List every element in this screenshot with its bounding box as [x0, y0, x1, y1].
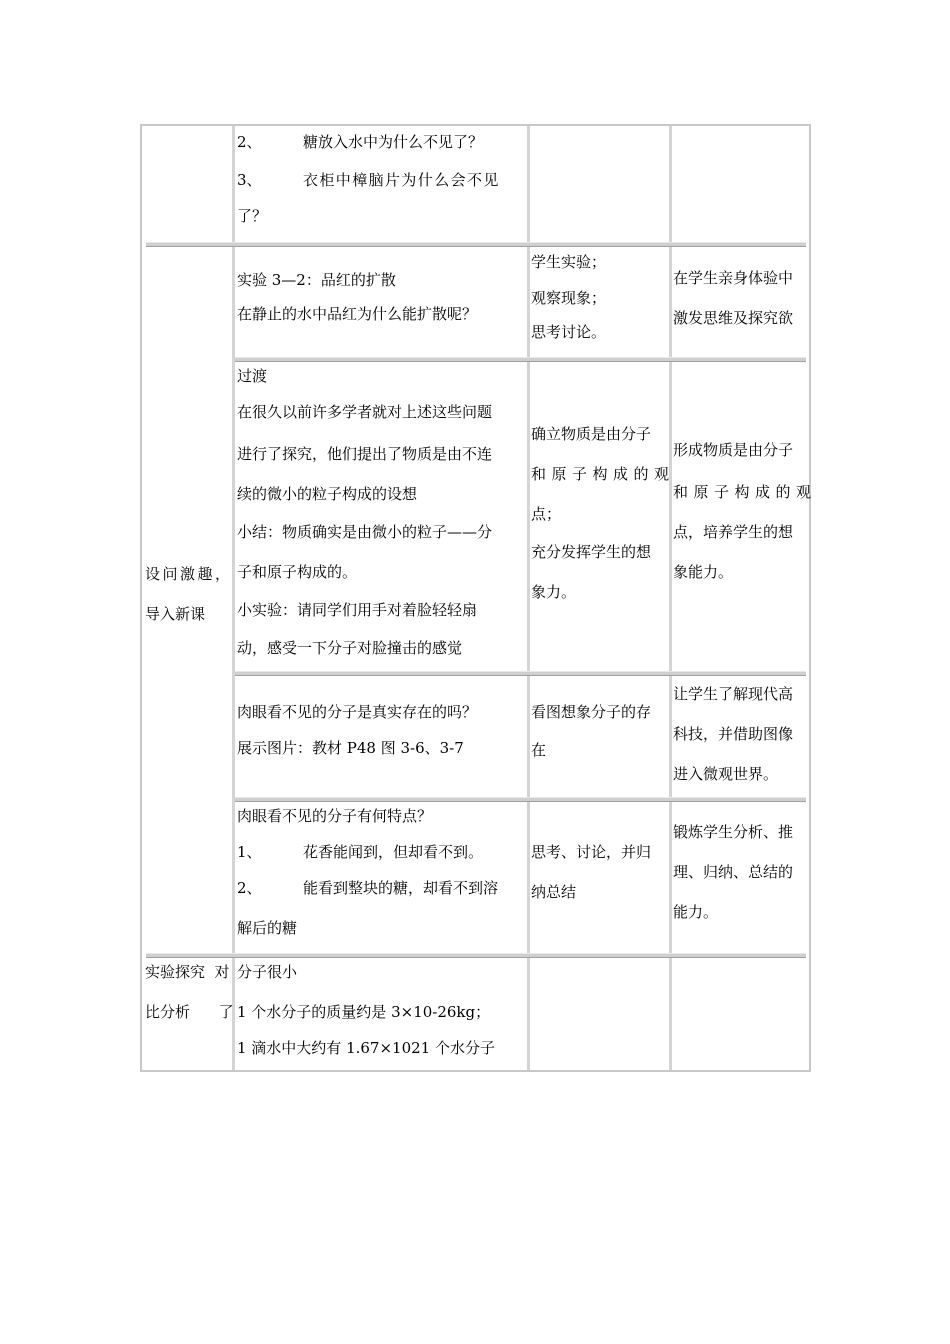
row5-col1-line2: 比分析 了	[145, 1003, 234, 1021]
row-divider	[146, 242, 806, 247]
row1-col3-line3: 思考讨论。	[531, 323, 607, 341]
row2-col3-line5: 象力。	[531, 583, 577, 601]
row0-col2-line1: 2、 糖放入水中为什么不见了？	[237, 133, 484, 151]
row4-col3-line2: 纳总结	[531, 883, 577, 901]
row4-col4-line2: 理、归纳、总结的	[673, 863, 794, 881]
row4-col2-line1: 肉眼看不见的分子有何特点？	[237, 807, 433, 825]
row1-col2-line1: 实验 3—2：品红的扩散	[237, 271, 396, 289]
section-label-line2: 导入新课	[145, 605, 206, 623]
row2-col2-line2: 在很久以前许多学者就对上述这些问题	[237, 403, 493, 421]
row0-col2-line2: 3、 衣柜中樟脑片为什么会不见	[237, 171, 500, 189]
row5-col2-line3: 1 滴水中大约有 1.67×1021 个水分子	[237, 1039, 495, 1057]
row2-col2-line5: 小结：物质确实是由微小的粒子——分	[237, 523, 493, 541]
row1-col2-line2: 在静止的水中品红为什么能扩散呢？	[237, 305, 478, 323]
row3-col2-line1: 肉眼看不见的分子是真实存在的吗？	[237, 703, 478, 721]
row5-col2-line2: 1 个水分子的质量约是 3×10-26kg；	[237, 1003, 491, 1021]
row1-col4-line2: 激发思维及探究欲	[673, 309, 794, 327]
row3-col2-line2: 展示图片：教材 P48 图 3-6、3-7	[237, 739, 464, 757]
row2-col2-line4: 续的微小的粒子构成的设想	[237, 485, 418, 503]
row2-col4-line3: 点，培养学生的想	[673, 523, 794, 541]
row3-col3-line1: 看图想象分子的存	[531, 703, 652, 721]
row5-col1-line1: 实验探究 对	[145, 963, 230, 981]
row4-col2-line3: 2、 能看到整块的糖，却看不到溶	[237, 879, 499, 897]
row4-col4-line3: 能力。	[673, 903, 719, 921]
row5-col2-line1: 分子很小	[237, 963, 298, 981]
row2-col4-line1: 形成物质是由分子	[673, 441, 794, 459]
row2-col3-line4: 充分发挥学生的想	[531, 543, 652, 561]
row2-col3-line3: 点；	[531, 505, 562, 523]
row2-col3-line2: 和原子构成的观	[531, 465, 675, 483]
row4-col4-line1: 锻炼学生分析、推	[673, 823, 794, 841]
column-divider	[527, 126, 530, 1070]
row3-col4-line1: 让学生了解现代高	[673, 685, 794, 703]
row-divider	[235, 357, 806, 362]
section-label-line1: 设问激趣，	[145, 565, 233, 583]
row2-col3-line1: 确立物质是由分子	[531, 425, 652, 443]
row0-col2-line3: 了？	[237, 207, 268, 225]
column-divider	[669, 126, 672, 1070]
row2-col4-line2: 和原子构成的观	[673, 483, 817, 501]
row2-col2-line3: 进行了探究，他们提出了物质是由不连	[237, 445, 493, 463]
row3-col3-line2: 在	[531, 741, 547, 759]
row1-col3-line1: 学生实验；	[531, 253, 607, 271]
row2-col4-line4: 象能力。	[673, 563, 734, 581]
row2-col2-line8: 动，感受一下分子对脸撞击的感觉	[237, 639, 463, 657]
row1-col3-line2: 观察现象；	[531, 289, 607, 307]
row2-col2-line7: 小实验：请同学们用手对着脸轻轻扇	[237, 601, 478, 619]
row4-col3-line1: 思考、讨论，并归	[531, 843, 652, 861]
row2-col2-line6: 子和原子构成的。	[237, 563, 358, 581]
row4-col2-line4: 解后的糖	[237, 919, 298, 937]
row4-col2-line2: 1、 花香能闻到，但却看不到。	[237, 843, 484, 861]
column-divider	[232, 126, 235, 1070]
row1-col4-line1: 在学生亲身体验中	[673, 269, 794, 287]
row3-col4-line3: 进入微观世界。	[673, 765, 779, 783]
row2-col2-line1: 过渡	[237, 367, 268, 385]
row3-col4-line2: 科技，并借助图像	[673, 725, 794, 743]
